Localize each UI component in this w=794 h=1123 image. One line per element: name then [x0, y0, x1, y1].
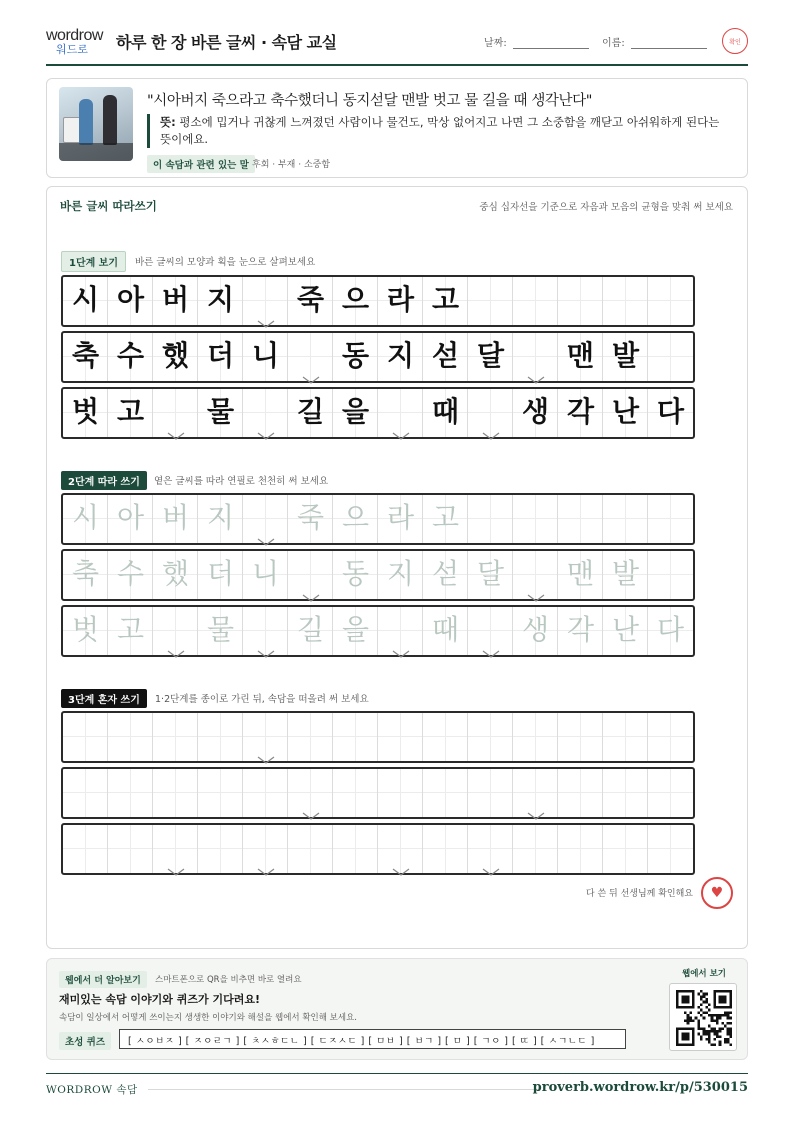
step2-tag: 2단계 따라 쓰기 — [61, 471, 147, 490]
writing-row[interactable] — [61, 605, 695, 657]
grid-cell[interactable] — [378, 495, 423, 543]
grid-cell — [243, 389, 288, 437]
web-description: 속담이 일상에서 어떻게 쓰이는지 생생한 이야기와 해설을 웹에서 확인해 보세요. — [59, 1013, 357, 1023]
grid-cell — [63, 389, 108, 437]
grid-cell[interactable] — [603, 551, 648, 599]
grid-cell — [108, 333, 153, 381]
practice-hint: 중심 십자선을 기준으로 자음과 모음의 균형을 맞춰 써 보세요 — [479, 202, 733, 213]
name-label: 이름: — [602, 38, 625, 49]
grid-character: 수 — [116, 557, 145, 590]
grid-cell — [198, 333, 243, 381]
proverb-meaning — [147, 114, 727, 148]
grid-cell — [423, 389, 468, 437]
grid-cell[interactable] — [243, 607, 288, 655]
quiz-tag: 초성 퀴즈 — [59, 1032, 111, 1050]
grid-cell — [333, 389, 378, 437]
grid-cell[interactable] — [603, 825, 648, 873]
grid-character: 벗 — [71, 395, 100, 428]
footer-url[interactable]: proverb.wordrow.kr/p/530015 — [532, 1080, 748, 1095]
writing-row — [61, 387, 695, 439]
grid-character: 벗 — [71, 613, 100, 646]
date-label: 날짜: — [484, 38, 507, 49]
logo-wordmark: wordrow — [46, 27, 103, 44]
grid-character: 지 — [206, 283, 235, 316]
grid-character: 동 — [341, 557, 370, 590]
grid-cell[interactable] — [378, 769, 423, 817]
grid-character: 니 — [251, 557, 280, 590]
grid-cell[interactable] — [468, 769, 513, 817]
grid-character: 라 — [386, 283, 415, 316]
grid-cell[interactable] — [558, 607, 603, 655]
step2-desc: 옅은 글씨를 따라 연필로 천천히 써 보세요 — [154, 476, 329, 487]
grid-character: 을 — [341, 613, 370, 646]
grid-cell[interactable] — [468, 607, 513, 655]
space-mark-icon — [391, 643, 411, 651]
grid-cell — [648, 389, 693, 437]
grid-character: 축 — [71, 339, 100, 372]
grid-cell[interactable] — [63, 551, 108, 599]
grid-cell[interactable] — [378, 551, 423, 599]
grid-cell — [648, 333, 693, 381]
grid-character: 달 — [476, 557, 505, 590]
grid-cell — [378, 277, 423, 325]
heart-stamp-icon: ♥ — [701, 877, 733, 909]
grid-cell[interactable] — [513, 495, 558, 543]
grid-character: 축 — [71, 557, 100, 590]
grid-character: 물 — [206, 613, 235, 646]
grid-cell[interactable] — [153, 495, 198, 543]
grid-cell[interactable] — [108, 825, 153, 873]
grid-cell[interactable] — [513, 769, 558, 817]
space-mark-icon — [256, 313, 276, 321]
grid-cell[interactable] — [513, 551, 558, 599]
grid-cell[interactable] — [288, 495, 333, 543]
grid-cell[interactable] — [153, 713, 198, 761]
space-mark-icon — [481, 643, 501, 651]
grid-cell — [603, 333, 648, 381]
grid-character: 발 — [611, 557, 640, 590]
grid-character: 을 — [341, 395, 370, 428]
grid-cell[interactable] — [378, 607, 423, 655]
space-mark-icon — [481, 861, 501, 869]
proverb-quote: "시아버지 죽으라고 축수했더니 동지섣달 맨발 벗고 물 길을 때 생각난다" — [147, 93, 593, 109]
grid-cell[interactable] — [288, 607, 333, 655]
grid-cell — [153, 389, 198, 437]
grid-cell — [648, 277, 693, 325]
qr-code-icon[interactable] — [669, 983, 737, 1051]
grid-cell[interactable] — [108, 713, 153, 761]
grid-cell[interactable] — [468, 713, 513, 761]
writing-row — [61, 331, 695, 383]
grid-cell[interactable] — [648, 607, 693, 655]
grid-cell — [558, 389, 603, 437]
grid-character: 고 — [116, 613, 145, 646]
footer-divider — [46, 1073, 748, 1074]
wordrow-logo — [46, 28, 108, 56]
grid-character: 맨 — [566, 339, 595, 372]
grid-cell[interactable] — [513, 713, 558, 761]
grid-character: 각 — [566, 395, 595, 428]
grid-cell — [333, 277, 378, 325]
grid-character: 아 — [116, 501, 145, 534]
grid-cell[interactable] — [603, 495, 648, 543]
grid-cell — [288, 389, 333, 437]
grid-character: 길 — [296, 613, 325, 646]
grid-cell[interactable] — [198, 495, 243, 543]
grid-character: 발 — [611, 339, 640, 372]
space-mark-icon — [256, 531, 276, 539]
grid-character: 맨 — [566, 557, 595, 590]
grid-cell — [108, 277, 153, 325]
related-words: 후회 · 부재 · 소중함 — [252, 160, 331, 170]
grid-character: 으 — [341, 501, 370, 534]
step1-tag: 1단계 보기 — [61, 251, 126, 272]
grid-cell[interactable] — [423, 551, 468, 599]
teacher-check-text: 다 쓴 뒤 선생님께 확인해요 — [585, 889, 693, 899]
footer-line — [148, 1089, 540, 1090]
writing-row[interactable] — [61, 767, 695, 819]
grid-cell[interactable] — [108, 607, 153, 655]
grid-cell[interactable] — [198, 607, 243, 655]
grid-cell[interactable] — [648, 495, 693, 543]
space-mark-icon — [166, 425, 186, 433]
space-mark-icon — [526, 587, 546, 595]
grid-cell[interactable] — [423, 825, 468, 873]
grid-character: 라 — [386, 501, 415, 534]
writing-row[interactable] — [61, 549, 695, 601]
grid-cell — [243, 277, 288, 325]
grid-cell[interactable] — [243, 551, 288, 599]
grid-cell[interactable] — [288, 713, 333, 761]
grid-character: 달 — [476, 339, 505, 372]
grid-cell[interactable] — [648, 825, 693, 873]
grid-cell[interactable] — [513, 607, 558, 655]
stamp-text: 확인 — [729, 38, 741, 46]
grid-cell[interactable] — [423, 769, 468, 817]
grid-cell[interactable] — [378, 713, 423, 761]
grid-cell — [108, 389, 153, 437]
grid-cell[interactable] — [558, 825, 603, 873]
grid-cell[interactable] — [288, 825, 333, 873]
grid-cell — [63, 333, 108, 381]
space-mark-icon — [301, 805, 321, 813]
grid-cell[interactable] — [468, 551, 513, 599]
grid-cell — [153, 333, 198, 381]
grid-cell[interactable] — [378, 825, 423, 873]
grid-cell[interactable] — [603, 607, 648, 655]
grid-cell[interactable] — [423, 607, 468, 655]
grid-character: 니 — [251, 339, 280, 372]
grid-character: 수 — [116, 339, 145, 372]
grid-cell — [513, 277, 558, 325]
grid-character: 난 — [611, 395, 640, 428]
grid-cell — [468, 277, 513, 325]
step1-desc: 바른 글씨의 모양과 획을 눈으로 살펴보세요 — [135, 257, 316, 268]
grid-cell[interactable] — [333, 825, 378, 873]
grid-cell[interactable] — [63, 607, 108, 655]
grid-cell — [468, 333, 513, 381]
grid-cell — [603, 389, 648, 437]
grid-character: 했 — [161, 339, 190, 372]
writing-row[interactable] — [61, 493, 695, 545]
grid-cell[interactable] — [513, 825, 558, 873]
writing-row[interactable] — [61, 823, 695, 875]
grid-cell — [198, 389, 243, 437]
web-headline: 재미있는 속담 이야기와 퀴즈가 기다려요! — [59, 993, 260, 1006]
qr-label: 웹에서 보기 — [682, 969, 727, 979]
grid-character: 시 — [71, 501, 100, 534]
proverb-card — [46, 78, 748, 178]
name-line — [631, 37, 707, 49]
grid-character: 버 — [161, 283, 190, 316]
grid-cell — [378, 333, 423, 381]
step3-tag: 3단계 혼자 쓰기 — [61, 689, 147, 708]
grid-cell[interactable] — [558, 713, 603, 761]
grid-cell[interactable] — [63, 495, 108, 543]
grid-character: 고 — [431, 501, 460, 534]
grid-character: 생 — [521, 613, 550, 646]
grid-character: 다 — [656, 395, 685, 428]
space-mark-icon — [256, 749, 276, 757]
page-title: 하루 한 장 바른 글씨 · 속담 교실 — [116, 33, 337, 52]
grid-cell[interactable] — [198, 769, 243, 817]
meaning-text: 평소에 밉거나 귀찮게 느껴졌던 사람이나 물건도, 막상 없어지고 나면 그 소중함을 깨닫고 아쉬워하게 된다는 뜻이에요. — [160, 115, 720, 146]
grid-cell[interactable] — [468, 825, 513, 873]
footer-brand: WORDROW 속담 — [46, 1084, 138, 1096]
space-mark-icon — [481, 425, 501, 433]
grid-character: 때 — [431, 613, 460, 646]
grid-character: 죽 — [296, 283, 325, 316]
grid-cell[interactable] — [198, 713, 243, 761]
grid-character: 했 — [161, 557, 190, 590]
grid-character: 때 — [431, 395, 460, 428]
grid-cell — [513, 389, 558, 437]
grid-character: 다 — [656, 613, 685, 646]
grid-cell[interactable] — [558, 769, 603, 817]
grid-cell — [558, 333, 603, 381]
grid-cell[interactable] — [333, 769, 378, 817]
grid-cell[interactable] — [468, 495, 513, 543]
grid-cell — [288, 277, 333, 325]
grid-cell[interactable] — [108, 495, 153, 543]
grid-cell — [513, 333, 558, 381]
grid-cell[interactable] — [603, 769, 648, 817]
grid-character: 물 — [206, 395, 235, 428]
practice-title: 바른 글씨 따라쓰기 — [60, 199, 157, 213]
grid-cell[interactable] — [198, 825, 243, 873]
grid-cell — [468, 389, 513, 437]
grid-cell — [333, 333, 378, 381]
grid-cell[interactable] — [603, 713, 648, 761]
space-mark-icon — [256, 425, 276, 433]
grid-character: 더 — [206, 339, 235, 372]
grid-cell[interactable] — [333, 713, 378, 761]
grid-character: 생 — [521, 395, 550, 428]
grid-character: 지 — [206, 501, 235, 534]
grid-character: 섣 — [431, 557, 460, 590]
practice-section — [46, 186, 748, 949]
grid-cell[interactable] — [333, 495, 378, 543]
space-mark-icon — [391, 861, 411, 869]
grid-character: 더 — [206, 557, 235, 590]
space-mark-icon — [526, 369, 546, 377]
grid-cell[interactable] — [63, 769, 108, 817]
grid-character: 섣 — [431, 339, 460, 372]
date-field — [484, 34, 589, 49]
grid-cell[interactable] — [558, 551, 603, 599]
logo-korean: 워드로 — [56, 43, 88, 56]
space-mark-icon — [256, 643, 276, 651]
grid-cell[interactable] — [288, 769, 333, 817]
space-mark-icon — [391, 425, 411, 433]
check-stamp-icon — [722, 28, 748, 54]
header-divider — [46, 64, 748, 66]
grid-cell — [153, 277, 198, 325]
grid-cell — [558, 277, 603, 325]
space-mark-icon — [256, 861, 276, 869]
space-mark-icon — [301, 587, 321, 595]
grid-cell[interactable] — [648, 713, 693, 761]
grid-cell — [378, 389, 423, 437]
grid-cell[interactable] — [288, 551, 333, 599]
grid-cell[interactable] — [243, 713, 288, 761]
grid-character: 난 — [611, 613, 640, 646]
related-tag: 이 속담과 관련 있는 말 — [147, 155, 255, 173]
grid-cell[interactable] — [648, 769, 693, 817]
grid-cell[interactable] — [153, 551, 198, 599]
proverb-illustration — [59, 87, 133, 161]
web-more-box — [46, 958, 748, 1060]
grid-character: 지 — [386, 557, 415, 590]
grid-cell — [603, 277, 648, 325]
grid-cell[interactable] — [153, 607, 198, 655]
name-field — [602, 34, 707, 49]
grid-cell — [288, 333, 333, 381]
grid-cell[interactable] — [63, 713, 108, 761]
grid-cell[interactable] — [423, 495, 468, 543]
grid-cell[interactable] — [648, 551, 693, 599]
grid-cell — [198, 277, 243, 325]
grid-character: 길 — [296, 395, 325, 428]
grid-character: 아 — [116, 283, 145, 316]
grid-cell — [243, 333, 288, 381]
space-mark-icon — [526, 805, 546, 813]
grid-cell[interactable] — [558, 495, 603, 543]
grid-cell[interactable] — [198, 551, 243, 599]
web-tag: 웹에서 더 알아보기 — [59, 971, 147, 988]
space-mark-icon — [301, 369, 321, 377]
grid-cell[interactable] — [333, 607, 378, 655]
grid-character: 지 — [386, 339, 415, 372]
grid-cell[interactable] — [153, 825, 198, 873]
writing-row[interactable] — [61, 711, 695, 763]
grid-cell[interactable] — [153, 769, 198, 817]
date-line — [513, 37, 589, 49]
grid-character: 으 — [341, 283, 370, 316]
web-hint: 스마트폰으로 QR을 비추면 바로 열려요 — [155, 975, 302, 985]
grid-character: 각 — [566, 613, 595, 646]
writing-row — [61, 275, 695, 327]
grid-character: 시 — [71, 283, 100, 316]
grid-cell[interactable] — [63, 825, 108, 873]
grid-character: 고 — [116, 395, 145, 428]
space-mark-icon — [166, 861, 186, 869]
grid-cell[interactable] — [108, 769, 153, 817]
grid-cell[interactable] — [243, 495, 288, 543]
grid-character: 고 — [431, 283, 460, 316]
grid-cell — [423, 277, 468, 325]
grid-cell[interactable] — [243, 769, 288, 817]
grid-cell — [423, 333, 468, 381]
grid-cell[interactable] — [243, 825, 288, 873]
grid-cell[interactable] — [333, 551, 378, 599]
grid-character: 죽 — [296, 501, 325, 534]
grid-cell[interactable] — [108, 551, 153, 599]
grid-character: 버 — [161, 501, 190, 534]
step3-desc: 1·2단계를 종이로 가린 뒤, 속담을 떠올려 써 보세요 — [155, 694, 369, 705]
chosung-quiz: [ ㅅㅇㅂㅈ ] [ ㅈㅇㄹㄱ ] [ ㅊㅅㅎㄷㄴ ] [ ㄷㅈㅅㄷ ] [ ㅁㅂ ] [ ㅂㄱ ] [ ㅁ ] [ ㄱㅇ ] [ ㄸ ] [ ㅅㄱㄴㄷ ] — [119, 1029, 626, 1049]
space-mark-icon — [166, 643, 186, 651]
grid-cell[interactable] — [423, 713, 468, 761]
grid-cell — [63, 277, 108, 325]
grid-character: 동 — [341, 339, 370, 372]
meaning-label: 뜻: — [160, 115, 176, 129]
